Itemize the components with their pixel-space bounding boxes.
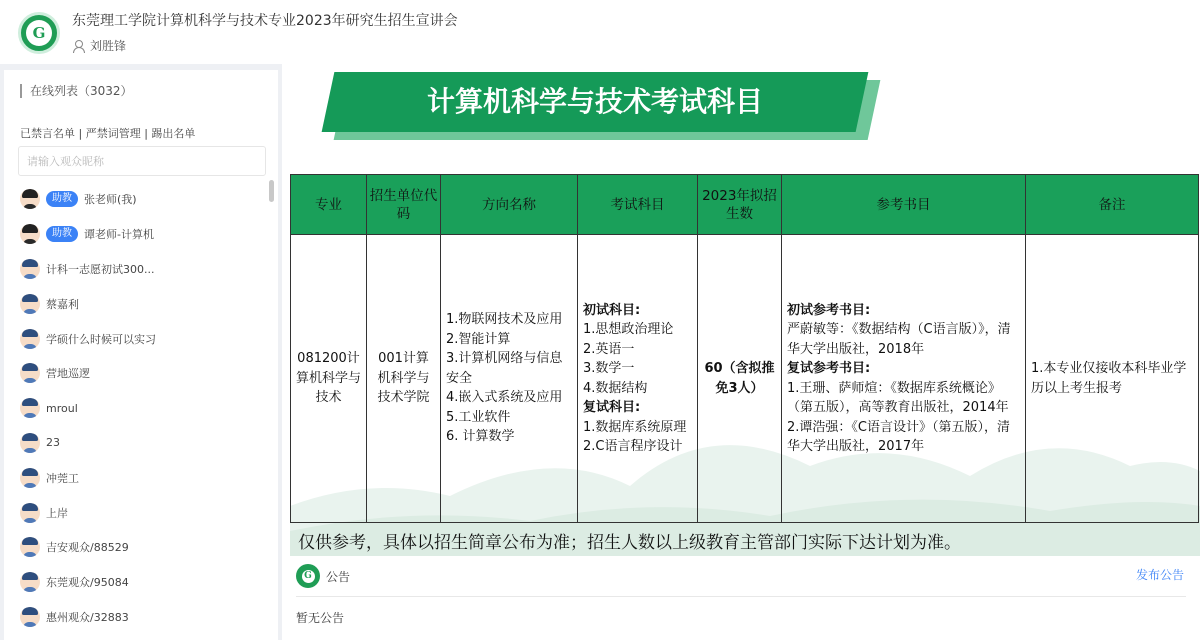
header-unit-code: 招生单位代码 (367, 175, 441, 235)
main-panel (282, 64, 1200, 640)
school-logo-icon: G (18, 12, 60, 54)
cell-reference-books: 初试参考书目: 严蔚敏等：《数据结构（C语言版）》，清华大学出版社，2018年 复试参考书目: 1.王珊、萨师煊：《数据库系统概论》（第五版），高等教育出版社，2014年 2.谭浩强：《C语言设计》（第五版），清华大学出版社，2017年 (782, 235, 1026, 523)
list-item[interactable] (20, 286, 264, 321)
cell-major: 081200计算机科学与技术 (291, 235, 367, 523)
announcement-logo-icon: G (296, 564, 320, 588)
avatar (20, 363, 40, 383)
list-item[interactable] (20, 495, 264, 530)
footnote: 仅供参考，具体以招生简章公布为准；招生人数以上级教育主管部门实际下达计划为准。 (298, 533, 961, 553)
header-reference-books: 参考书目 (782, 175, 1026, 235)
user-name-label: 张老师(我) (84, 193, 137, 207)
avatar (20, 329, 40, 349)
header-quota: 2023年拟招生数 (698, 175, 782, 235)
cell-remark: 1.本专业仅接收本科毕业学历以上考生报考 (1026, 235, 1199, 523)
avatar (20, 503, 40, 523)
publish-announcement-button[interactable]: 发布公告 (1136, 568, 1185, 582)
online-count-label: 在线列表（3032） (20, 84, 133, 98)
user-name-label: 计科一志愿初试300... (46, 262, 155, 276)
cell-quota: 60（含拟推免3人） (698, 235, 782, 523)
search-input[interactable] (18, 146, 266, 176)
top-header (0, 0, 1200, 64)
assistant-badge: 助教 (46, 226, 78, 242)
header-direction: 方向名称 (441, 175, 578, 235)
page-title: 东莞理工学院计算机科学与技术专业2023年研究生招生宣讲会 (72, 13, 458, 29)
list-item[interactable] (20, 391, 264, 426)
cell-unit: 001计算机科学与技术学院 (367, 235, 441, 523)
user-name-label: 学硕什么时候可以实习 (46, 332, 156, 346)
banner-title: 计算机科学与技术考试科目 (426, 85, 763, 118)
divider (296, 596, 1186, 597)
user-name-label: 上岸 (46, 506, 68, 520)
online-list-panel (4, 70, 278, 640)
avatar (20, 433, 40, 453)
user-icon (72, 40, 84, 52)
avatar (20, 224, 40, 244)
user-name-label: 谭老师-计算机 (84, 228, 154, 242)
user-name-label: 23 (46, 436, 60, 450)
user-name-label: 营地巡逻 (46, 367, 90, 381)
list-item[interactable] (20, 356, 264, 391)
avatar (20, 468, 40, 488)
assistant-badge: 助教 (46, 191, 78, 207)
management-links[interactable]: 已禁言名单 | 严禁词管理 | 踢出名单 (20, 127, 196, 140)
announcement-header (296, 564, 350, 588)
list-item[interactable] (20, 565, 264, 600)
header-remark: 备注 (1026, 175, 1199, 235)
cell-directions: 1.物联网技术及应用 2.智能计算 3.计算机网络与信息安全 4.嵌入式系统及应用 5.工业软件 6. 计算数学 (441, 235, 578, 523)
announcement-title: 公告 (326, 569, 351, 584)
presentation-slide (290, 64, 1200, 556)
list-item[interactable] (20, 460, 264, 495)
exam-subjects-table (290, 174, 1199, 523)
list-item[interactable] (20, 182, 264, 217)
list-scrollbar[interactable] (269, 180, 274, 202)
list-item[interactable] (20, 321, 264, 356)
list-item[interactable] (20, 252, 264, 287)
empty-announcement-text: 暂无公告 (296, 611, 345, 625)
avatar (20, 537, 40, 557)
avatar (20, 294, 40, 314)
list-item[interactable] (20, 217, 264, 252)
header-exam-subjects: 考试科目 (578, 175, 698, 235)
avatar (20, 189, 40, 209)
avatar (20, 607, 40, 627)
user-name-label: mroul (46, 401, 78, 415)
cell-exam-subjects: 初试科目: 1.思想政治理论 2.英语一 3.数学一 4.数据结构 复试科目: 1.数据库系统原理 2.C语言程序设计 (578, 235, 698, 523)
user-name-label: 东莞观众/95084 (46, 576, 129, 590)
list-item[interactable] (20, 600, 264, 635)
header-major: 专业 (291, 175, 367, 235)
current-user (72, 37, 126, 54)
avatar (20, 259, 40, 279)
table-header-row (291, 175, 1199, 235)
table-row (291, 235, 1199, 523)
user-name-label: 惠州观众/32883 (46, 610, 129, 624)
user-name-label: 吉安观众/88529 (46, 541, 129, 555)
user-name: 刘胜锋 (90, 39, 127, 53)
list-item[interactable] (20, 426, 264, 461)
slide-banner (328, 72, 862, 132)
avatar (20, 572, 40, 592)
avatar (20, 398, 40, 418)
list-item[interactable] (20, 530, 264, 565)
user-list (20, 182, 264, 634)
user-name-label: 冲莞工 (46, 471, 79, 485)
user-name-label: 蔡嘉利 (46, 297, 79, 311)
